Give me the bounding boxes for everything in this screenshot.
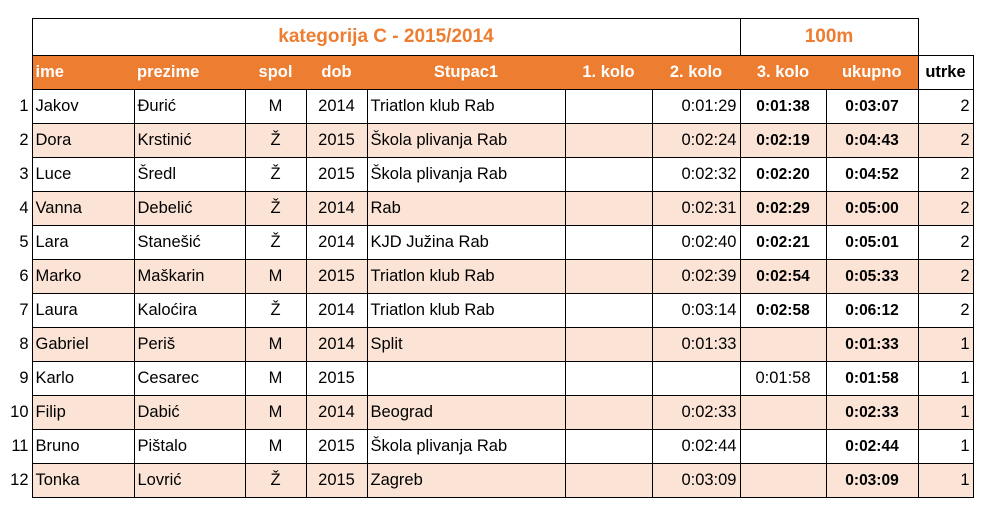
cell-ime: Jakov — [32, 90, 134, 124]
cell-kolo1 — [565, 158, 652, 192]
cell-klub: Škola plivanja Rab — [367, 158, 565, 192]
cell-ukupno: 0:03:07 — [826, 90, 918, 124]
title-row — [0, 19, 973, 56]
cell-spol: M — [245, 430, 306, 464]
cell-dob: 2015 — [306, 158, 367, 192]
col-header-stupac1: Stupac1 — [367, 56, 565, 90]
cell-prezime: Debelić — [134, 192, 245, 226]
cell-utrke: 1 — [918, 362, 973, 396]
cell-ukupno: 0:04:43 — [826, 124, 918, 158]
cell-ime: Bruno — [32, 430, 134, 464]
cell-kolo1 — [565, 90, 652, 124]
cell-kolo2: 0:02:31 — [652, 192, 740, 226]
row-number: 5 — [19, 233, 29, 251]
cell-utrke: 2 — [918, 192, 973, 226]
cell-prezime: Maškarin — [134, 260, 245, 294]
cell-ime: Lara — [32, 226, 134, 260]
cell-spol: Ž — [245, 226, 306, 260]
table-row — [0, 294, 973, 328]
table-row — [0, 464, 973, 498]
cell-ukupno: 0:05:01 — [826, 226, 918, 260]
cell-kolo1 — [565, 464, 652, 498]
cell-kolo3: 0:01:58 — [740, 362, 826, 396]
cell-kolo1 — [565, 226, 652, 260]
cell-spol: M — [245, 396, 306, 430]
table-row — [0, 124, 973, 158]
cell-ime: Luce — [32, 158, 134, 192]
cell-prezime: Pištalo — [134, 430, 245, 464]
cell-ime: Laura — [32, 294, 134, 328]
cell-dob: 2014 — [306, 294, 367, 328]
cell-kolo2: 0:02:44 — [652, 430, 740, 464]
cell-spol: M — [245, 328, 306, 362]
cell-ime: Vanna — [32, 192, 134, 226]
col-header-ukupno: ukupno — [826, 56, 918, 90]
cell-kolo1 — [565, 430, 652, 464]
row-number: 11 — [11, 437, 29, 455]
cell-spol: Ž — [245, 464, 306, 498]
cell-spol: M — [245, 362, 306, 396]
table-row — [0, 396, 973, 430]
row-number: 10 — [10, 403, 29, 421]
cell-prezime: Dabić — [134, 396, 245, 430]
cell-klub: Rab — [367, 192, 565, 226]
row-number: 12 — [10, 471, 29, 489]
row-number: 3 — [19, 165, 29, 183]
cell-prezime: Kaloćira — [134, 294, 245, 328]
cell-klub: Beograd — [367, 396, 565, 430]
cell-spol: M — [245, 90, 306, 124]
cell-kolo2: 0:03:14 — [652, 294, 740, 328]
cell-kolo3: 0:02:29 — [740, 192, 826, 226]
table-row — [0, 362, 973, 396]
cell-utrke: 2 — [918, 90, 973, 124]
cell-klub: Triatlon klub Rab — [367, 260, 565, 294]
cell-spol: Ž — [245, 124, 306, 158]
cell-kolo2: 0:01:33 — [652, 328, 740, 362]
row-number: 4 — [19, 199, 29, 217]
cell-prezime: Stanešić — [134, 226, 245, 260]
cell-kolo1 — [565, 294, 652, 328]
cell-spol: Ž — [245, 294, 306, 328]
row-number: 9 — [19, 369, 29, 387]
cell-utrke: 2 — [918, 294, 973, 328]
cell-kolo3: 0:02:21 — [740, 226, 826, 260]
cell-prezime: Periš — [134, 328, 245, 362]
cell-kolo1 — [565, 192, 652, 226]
row-number: 2 — [19, 131, 29, 149]
cell-kolo3: 0:02:20 — [740, 158, 826, 192]
col-header-spol: spol — [245, 56, 306, 90]
cell-ime: Gabriel — [32, 328, 134, 362]
cell-utrke: 2 — [918, 158, 973, 192]
cell-kolo3: 0:02:58 — [740, 294, 826, 328]
distance-title: 100m — [740, 19, 918, 56]
cell-prezime: Šredl — [134, 158, 245, 192]
cell-prezime: Cesarec — [134, 362, 245, 396]
cell-kolo1 — [565, 396, 652, 430]
header-row — [0, 56, 973, 90]
cell-utrke: 1 — [918, 430, 973, 464]
cell-kolo2: 0:03:09 — [652, 464, 740, 498]
cell-kolo3: 0:02:19 — [740, 124, 826, 158]
cell-kolo1 — [565, 124, 652, 158]
cell-ukupno: 0:01:33 — [826, 328, 918, 362]
cell-dob: 2015 — [306, 260, 367, 294]
table-row — [0, 226, 973, 260]
cell-ime: Marko — [32, 260, 134, 294]
results-table — [0, 18, 974, 498]
col-header-utrke: utrke — [918, 56, 973, 90]
cell-utrke: 2 — [918, 260, 973, 294]
cell-kolo2: 0:02:39 — [652, 260, 740, 294]
cell-kolo2: 0:02:32 — [652, 158, 740, 192]
row-number: 1 — [19, 97, 29, 115]
cell-ukupno: 0:02:44 — [826, 430, 918, 464]
cell-ukupno: 0:03:09 — [826, 464, 918, 498]
cell-ime: Dora — [32, 124, 134, 158]
cell-kolo2: 0:02:24 — [652, 124, 740, 158]
cell-ime: Tonka — [32, 464, 134, 498]
category-title: kategorija C - 2015/2014 — [32, 19, 740, 56]
cell-dob: 2014 — [306, 90, 367, 124]
cell-klub: Škola plivanja Rab — [367, 430, 565, 464]
cell-kolo3: 0:01:38 — [740, 90, 826, 124]
cell-dob: 2014 — [306, 192, 367, 226]
table-row — [0, 90, 973, 124]
cell-kolo3 — [740, 464, 826, 498]
cell-ime: Filip — [32, 396, 134, 430]
cell-utrke: 2 — [918, 226, 973, 260]
cell-klub: KJD Južina Rab — [367, 226, 565, 260]
cell-klub: Triatlon klub Rab — [367, 90, 565, 124]
cell-klub: Zagreb — [367, 464, 565, 498]
cell-utrke: 1 — [918, 464, 973, 498]
table-row — [0, 260, 973, 294]
cell-klub — [367, 362, 565, 396]
cell-klub: Škola plivanja Rab — [367, 124, 565, 158]
cell-prezime: Lovrić — [134, 464, 245, 498]
cell-utrke: 2 — [918, 124, 973, 158]
cell-dob: 2014 — [306, 396, 367, 430]
col-header-prezime: prezime — [134, 56, 245, 90]
cell-ukupno: 0:06:12 — [826, 294, 918, 328]
cell-utrke: 1 — [918, 396, 973, 430]
cell-kolo2 — [652, 362, 740, 396]
row-number: 6 — [19, 267, 29, 285]
cell-prezime: Đurić — [134, 90, 245, 124]
cell-dob: 2015 — [306, 464, 367, 498]
cell-utrke: 1 — [918, 328, 973, 362]
cell-ime: Karlo — [32, 362, 134, 396]
row-number: 7 — [19, 301, 29, 319]
cell-klub: Split — [367, 328, 565, 362]
cell-ukupno: 0:05:33 — [826, 260, 918, 294]
cell-kolo3 — [740, 396, 826, 430]
cell-kolo2: 0:01:29 — [652, 90, 740, 124]
cell-kolo1 — [565, 260, 652, 294]
cell-spol: Ž — [245, 158, 306, 192]
table-row — [0, 328, 973, 362]
cell-kolo3 — [740, 430, 826, 464]
col-header-kolo2: 2. kolo — [652, 56, 740, 90]
col-header-kolo1: 1. kolo — [565, 56, 652, 90]
cell-prezime: Krstinić — [134, 124, 245, 158]
cell-kolo2: 0:02:40 — [652, 226, 740, 260]
cell-ukupno: 0:02:33 — [826, 396, 918, 430]
cell-ukupno: 0:04:52 — [826, 158, 918, 192]
col-header-ime: ime — [32, 56, 134, 90]
cell-dob: 2015 — [306, 124, 367, 158]
cell-kolo3 — [740, 328, 826, 362]
cell-dob: 2015 — [306, 430, 367, 464]
cell-klub: Triatlon klub Rab — [367, 294, 565, 328]
table-row — [0, 192, 973, 226]
table-row — [0, 430, 973, 464]
cell-kolo1 — [565, 362, 652, 396]
cell-kolo2: 0:02:33 — [652, 396, 740, 430]
cell-spol: M — [245, 260, 306, 294]
table-row — [0, 158, 973, 192]
row-number: 8 — [19, 335, 29, 353]
cell-dob: 2014 — [306, 328, 367, 362]
col-header-dob: dob — [306, 56, 367, 90]
cell-kolo1 — [565, 328, 652, 362]
cell-dob: 2015 — [306, 362, 367, 396]
cell-ukupno: 0:05:00 — [826, 192, 918, 226]
col-header-kolo3: 3. kolo — [740, 56, 826, 90]
cell-ukupno: 0:01:58 — [826, 362, 918, 396]
cell-spol: Ž — [245, 192, 306, 226]
cell-dob: 2014 — [306, 226, 367, 260]
cell-kolo3: 0:02:54 — [740, 260, 826, 294]
